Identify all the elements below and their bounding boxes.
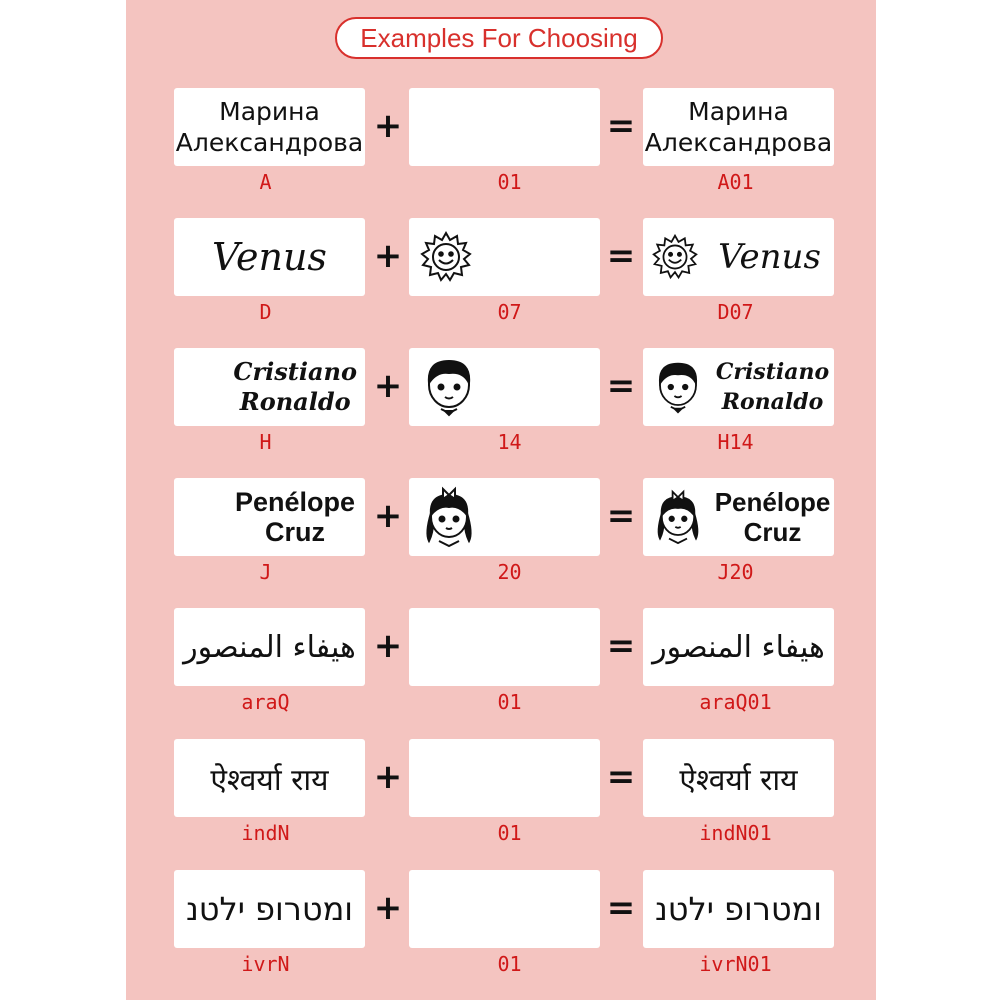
equals-sign: = — [606, 236, 636, 276]
example-row — [0, 478, 1000, 598]
example-row — [0, 739, 1000, 859]
boy-icon — [419, 353, 479, 421]
name-code: indN — [241, 821, 290, 845]
name-line: ऐश्वर्या राय — [210, 762, 329, 798]
result-code: A01 — [717, 170, 754, 194]
name-line: Penélope — [234, 487, 355, 517]
result-line: Ronaldo — [721, 389, 824, 415]
icon-card-empty — [409, 739, 600, 817]
equals-sign: = — [606, 496, 636, 536]
plus-sign: + — [373, 757, 403, 797]
result-line: Cristiano — [715, 359, 830, 385]
name-card — [174, 608, 365, 686]
name-card — [174, 870, 365, 948]
icon-card-empty — [409, 608, 600, 686]
example-row — [0, 348, 1000, 468]
name-line: Venus — [212, 235, 327, 279]
icon-code: 01 — [497, 952, 522, 976]
name-card — [174, 478, 365, 556]
page-title: Examples For Choosing — [335, 17, 663, 59]
result-card — [643, 739, 834, 817]
name-line: هيفاء المنصور — [183, 629, 356, 665]
example-row — [0, 218, 1000, 338]
example-row — [0, 870, 1000, 990]
name-code: D — [259, 300, 272, 324]
result-code: D07 — [717, 300, 754, 324]
plus-sign: + — [373, 106, 403, 146]
equals-sign: = — [606, 106, 636, 146]
result-code: ivrN01 — [699, 952, 772, 976]
icon-code: 01 — [497, 170, 522, 194]
result-line: ऐश्वर्या राय — [679, 762, 798, 798]
icon-code: 01 — [497, 690, 522, 714]
name-card — [174, 218, 365, 296]
plus-sign: + — [373, 366, 403, 406]
name-card — [174, 348, 365, 426]
result-card — [643, 870, 834, 948]
equals-sign: = — [606, 757, 636, 797]
icon-card — [409, 478, 600, 556]
result-line: ומטרופ ילטנ — [654, 890, 823, 928]
equals-sign: = — [606, 888, 636, 928]
result-line: Cruz — [743, 517, 802, 547]
icon-code: 20 — [497, 560, 522, 584]
result-code: indN01 — [699, 821, 772, 845]
name-card — [174, 739, 365, 817]
name-code: H — [259, 430, 272, 454]
result-card — [643, 218, 834, 296]
icon-code: 01 — [497, 821, 522, 845]
result-code: J20 — [717, 560, 754, 584]
result-line: هيفاء المنصور — [652, 629, 825, 665]
plus-sign: + — [373, 888, 403, 928]
name-line: Cruz — [264, 517, 325, 547]
name-line: Cristiano — [233, 357, 357, 386]
example-row — [0, 88, 1000, 208]
icon-code: 07 — [497, 300, 522, 324]
icon-card-empty — [409, 88, 600, 166]
result-card — [643, 478, 834, 556]
result-card — [643, 348, 834, 426]
result-card — [643, 608, 834, 686]
result-line: Penélope — [714, 487, 831, 517]
sun-icon — [651, 233, 699, 281]
result-line: Venus — [718, 237, 821, 277]
name-code: A — [259, 170, 272, 194]
name-line: Александрова — [175, 128, 364, 157]
icon-code: 14 — [497, 430, 522, 454]
result-line: Марина — [688, 97, 789, 126]
sun-icon — [419, 230, 473, 284]
name-card — [174, 88, 365, 166]
icon-card-empty — [409, 870, 600, 948]
equals-sign: = — [606, 626, 636, 666]
result-card — [643, 88, 834, 166]
result-code: araQ01 — [699, 690, 772, 714]
girl-icon — [419, 483, 479, 551]
name-line: ומטרופ ילטנ — [185, 890, 354, 928]
icon-card — [409, 218, 600, 296]
name-code: ivrN — [241, 952, 290, 976]
example-row — [0, 608, 1000, 728]
plus-sign: + — [373, 626, 403, 666]
name-code: araQ — [241, 690, 290, 714]
plus-sign: + — [373, 496, 403, 536]
plus-sign: + — [373, 236, 403, 276]
result-line: Александрова — [644, 128, 833, 157]
name-line: Марина — [219, 97, 320, 126]
name-code: J — [259, 560, 272, 584]
result-code: H14 — [717, 430, 754, 454]
equals-sign: = — [606, 366, 636, 406]
icon-card — [409, 348, 600, 426]
girl-icon — [651, 486, 705, 548]
name-line: Ronaldo — [239, 387, 351, 416]
boy-icon — [651, 356, 705, 418]
